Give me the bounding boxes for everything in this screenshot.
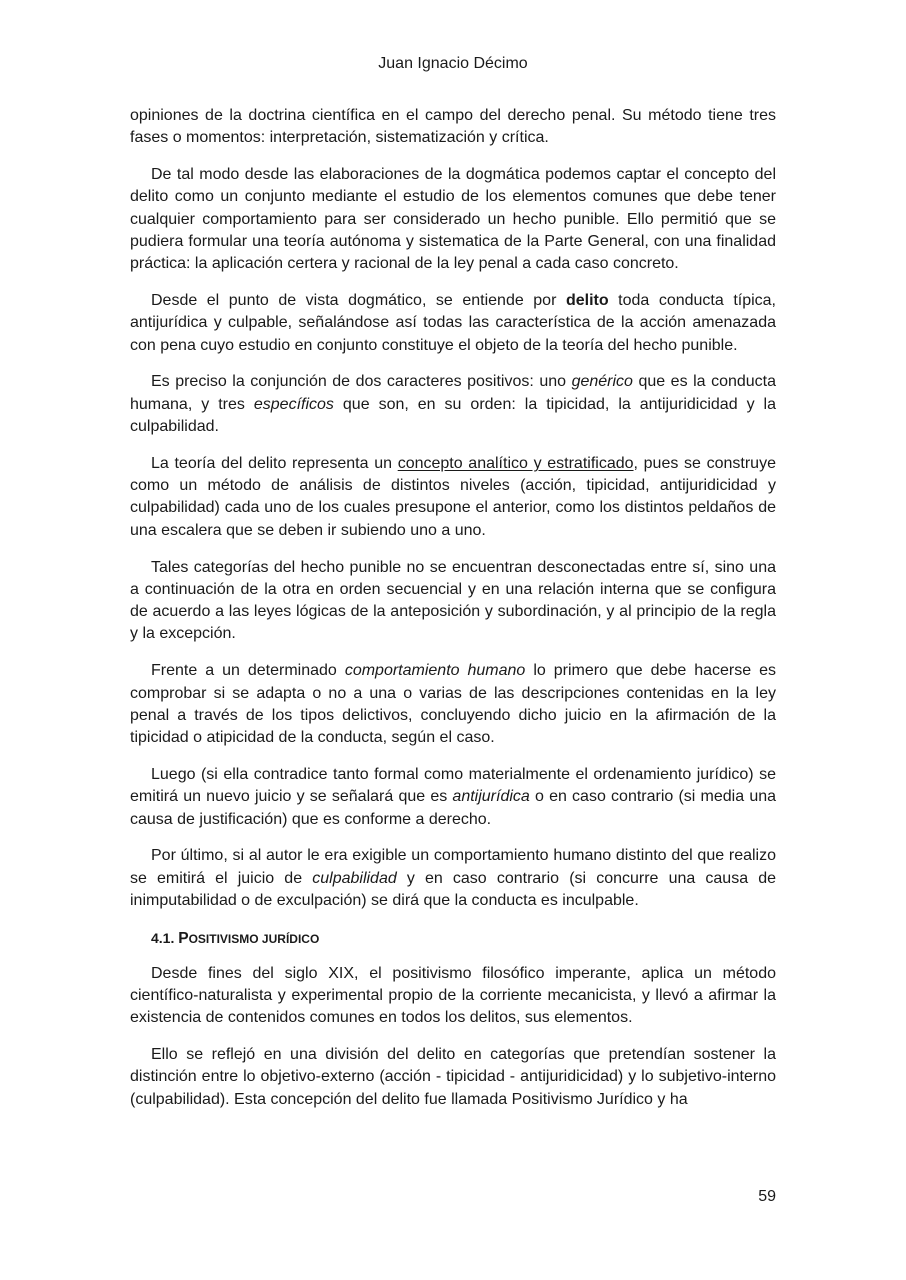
text-run: o en caso contrario (si media una causa de justificación) que es conforme a derecho. bbox=[130, 788, 777, 828]
section-title-rest: OSITIVISMO JURÍDICO bbox=[188, 931, 320, 946]
body-text bbox=[130, 105, 776, 1125]
paragraph-concepto-analitico bbox=[130, 453, 776, 542]
section-heading bbox=[130, 927, 776, 950]
paragraph-culpabilidad bbox=[130, 845, 776, 912]
text-run: Frente a un determinado bbox=[151, 662, 345, 680]
italic-term-antijuridica: antijurídica bbox=[452, 788, 530, 806]
paragraph-division: Ello se reflejó en una división del delito en categorías que pretendían sostener la distinción entre lo objetivo-externo (acción - tipicidad - antijuridicidad) y lo subjetivo-interno (culpabilidad). Esta concepción del delito fue llamada Positivismo Jurídico y ha bbox=[130, 1046, 776, 1108]
text-run: que es la conducta humana, y tres bbox=[130, 373, 777, 413]
text-run: y en caso contrario (si concurre una causa de inimputabilidad o de exculpación) se dirá que la conducta es inculpable. bbox=[130, 869, 777, 909]
text-run: Desde el punto de vista dogmático, se entiende por bbox=[151, 292, 566, 310]
section-number: 4.1. bbox=[151, 929, 179, 946]
paragraph-positivismo: Desde fines del siglo XIX, el positivismo filosófico imperante, aplica un método científico-naturalista y experimental propio de la corriente mecanicista, y llevó a afirmar la existencia de contenidos comunes en todos los delitos, sus elementos. bbox=[130, 964, 776, 1027]
paragraph-continuation: opiniones de la doctrina científica en el campo del derecho penal. Su método tiene tres fases o momentos: interpretación, sistematización y crítica. bbox=[130, 107, 776, 147]
text-run: Es preciso la conjunción de dos caracteres positivos: uno bbox=[151, 373, 572, 391]
bold-term-delito: delito bbox=[565, 292, 609, 310]
paragraph-categorias: Tales categorías del hecho punible no se encuentran desconectadas entre sí, sino una a continuación de la otra en orden secuencial y en una relación interna que se configura de acuerdo a las leyes lógicas de la anteposición y subordinación, y al principio de la regla y la excepción. bbox=[130, 558, 776, 643]
text-run: , pues se construye como un método de análisis de distintos niveles (acción, tipicidad, antijuridicidad y culpabilidad) cada uno de los cuales presupone el anterior, como los distintos peldaños de una escalera que se deben ir subiendo uno a uno. bbox=[130, 454, 776, 539]
paragraph-comportamiento bbox=[130, 660, 776, 749]
paragraph-dogmatica: De tal modo desde las elaboraciones de la dogmática podemos captar el concepto del delito como un conjunto mediante el estudio de los elementos comunes que debe tener cualquier comportamiento para ser considerado un hecho punible. Ello permitió que se pudiera formular una teoría autónoma y sistematica de la Parte General, con una finalidad práctica: la aplicación certera y racional de la ley penal a cada caso concreto. bbox=[130, 166, 776, 273]
page-number: 59 bbox=[758, 1188, 776, 1205]
italic-term-comportamiento: comportamiento humano bbox=[344, 662, 526, 680]
section-initial: P bbox=[178, 929, 189, 947]
italic-term-especificos: específicos bbox=[253, 395, 334, 413]
paragraph-caracteres bbox=[130, 371, 776, 438]
text-run: lo primero que debe hacerse es comprobar si se adapta o no a una o varias de las descripciones contenidas en la ley penal a través de los tipos delictivos, concluyendo dicho juicio en la afirmación de la tipicidad o atipicidad de la conducta, según el caso. bbox=[130, 662, 777, 747]
paragraph-antijuridica bbox=[130, 764, 776, 831]
text-run: que son, en su orden: la tipicidad, la antijuridicidad y la culpabilidad. bbox=[130, 395, 776, 436]
text-run: La teoría del delito representa un bbox=[151, 454, 398, 472]
running-header-author: Juan Ignacio Décimo bbox=[378, 55, 528, 72]
italic-term-generico: genérico bbox=[571, 373, 633, 391]
text-run: Por último, si al autor le era exigible un comportamiento humano distinto del que realizo se emitirá el juicio de bbox=[130, 847, 776, 887]
text-run: toda conducta típica, antijurídica y culpable, señalándose así todas las característica de la acción amenazada con pena cuyo estudio en conjunto constituye el objeto de la teoría del hecho punible. bbox=[130, 292, 777, 354]
text-run: Luego (si ella contradice tanto formal como materialmente el ordenamiento jurídico) se emitirá un nuevo juicio y se señalará que es bbox=[130, 765, 776, 806]
italic-term-culpabilidad: culpabilidad bbox=[312, 869, 397, 887]
underlined-term: concepto analítico y estratificado bbox=[397, 454, 634, 472]
paragraph-definicion-delito bbox=[130, 290, 776, 357]
